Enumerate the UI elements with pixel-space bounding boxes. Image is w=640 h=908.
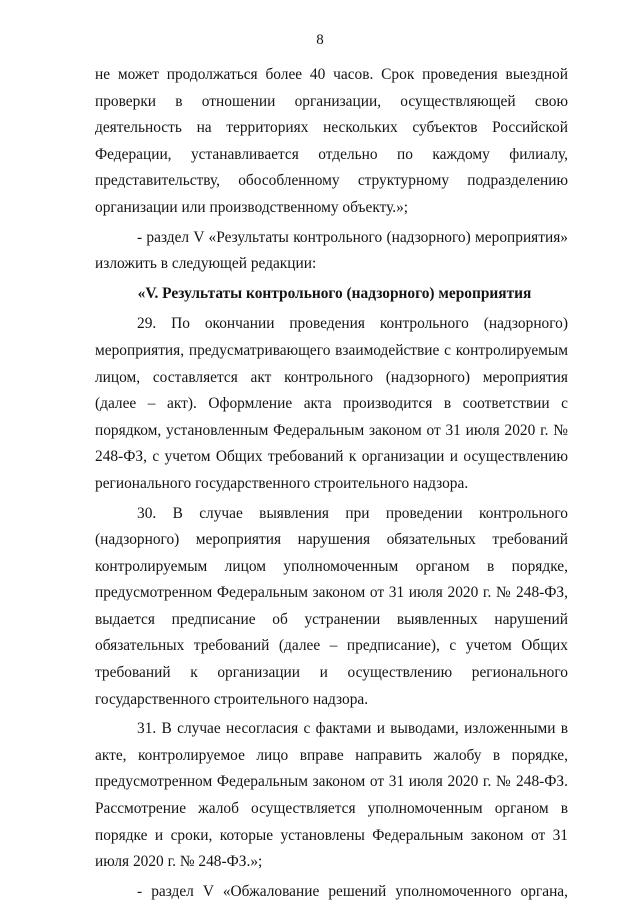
paragraph-continuation: не может продолжаться более 40 часов. Срок проведения выездной проверки в отношении организации, осуществляющей свою деятельность на территориях нескольких субъектов Российской Федерации, устанавливается отдельно по каждому филиалу, представительству, обособленному структурному подразделению организации или производственному объекту.»; bbox=[95, 66, 568, 216]
section-heading: «V. Результаты контрольного (надзорного) мероприятия bbox=[137, 284, 532, 302]
paragraph-item-29: 29. По окончании проведения контрольного (надзорного) мероприятия, предусматривающего взаимодействие с контролируемым лицом, составляется акт контрольного (надзорного) мероприятия (далее – акт). Оформление акта производится в соответствии с порядком, установленным Федеральным законом от 31 июля 2020 г. № 248-ФЗ, с учетом Общих требований к организации и осуществлению регионального государственного строительного надзора. bbox=[95, 315, 568, 492]
page-number: 8 bbox=[316, 32, 324, 48]
paragraph-item-30: 30. В случае выявления при проведении контрольного (надзорного) мероприятия нарушения обязательных требований контролируемым лицом уполномоченным органом в порядке, предусмотренном Федеральным законом от 31 июля 2020 г. № 248-ФЗ, выдается предписание об устранении выявленных нарушений обязательных требований (далее – предписание), с учетом Общих требований к организации и осуществлению регионального государственного строительного надзора. bbox=[95, 504, 568, 708]
paragraph-section-v-appeal: - раздел V «Обжалование решений уполномоченного органа, bbox=[137, 882, 568, 900]
document-body bbox=[95, 62, 568, 908]
paragraph-section-v-amendment: - раздел V «Результаты контрольного (надзорного) мероприятия» изложить в следующей редакции: bbox=[95, 228, 568, 273]
paragraph-item-31: 31. В случае несогласия с фактами и выводами, изложенными в акте, контролируемое лицо вправе направить жалобу в порядке, предусмотренном Федеральным законом от 31 июля 2020 г. № 248-ФЗ. Рассмотрение жалоб осуществляется уполномоченным органом в порядке и сроки, которые установлены Федеральным законом от 31 июля 2020 г. № 248-ФЗ.»; bbox=[95, 720, 568, 871]
